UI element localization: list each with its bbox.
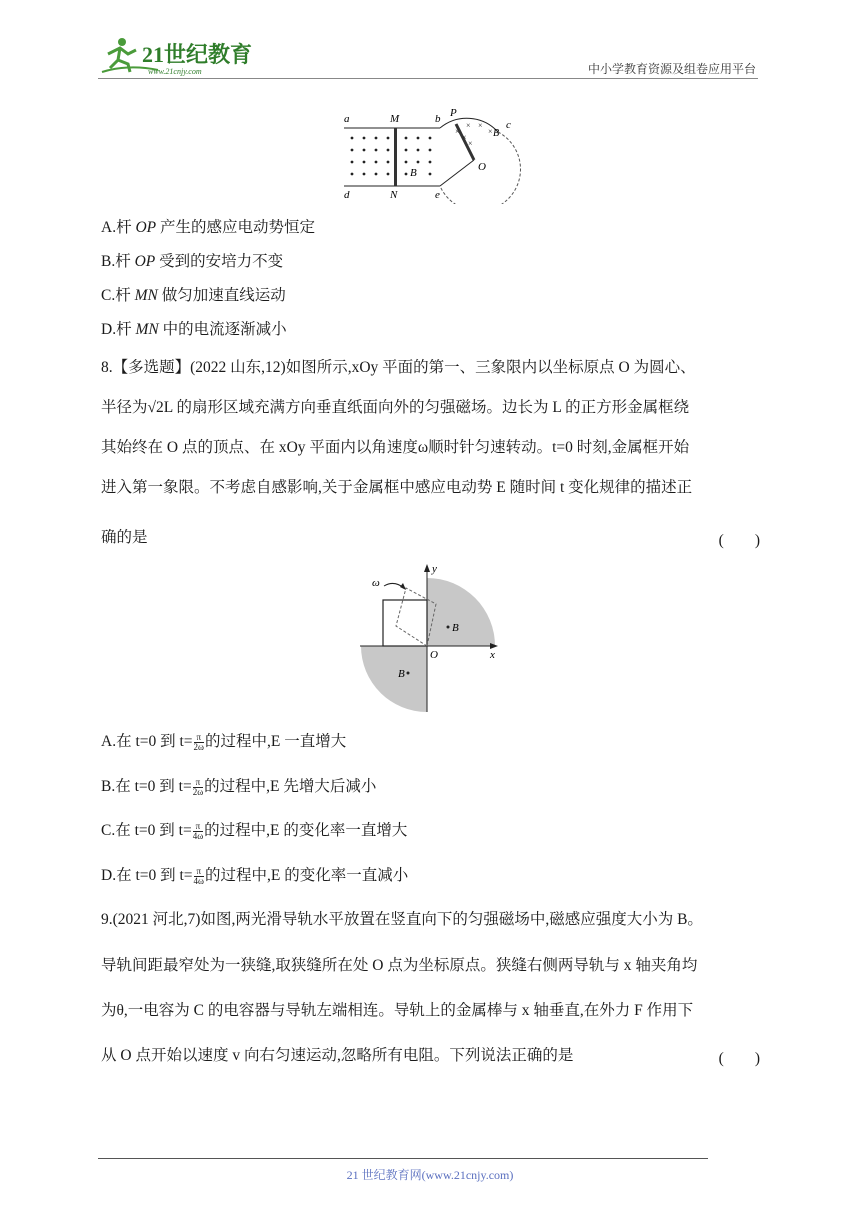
q7-option-a: A.杆 OP 产生的感应电动势恒定 [101,219,316,236]
label-a: a [344,113,350,125]
q8-stem-line-2: 半径为√2L 的扇形区域充满方向垂直纸面向外的匀强磁场。边长为 L 的正方形金属框绕 [101,399,690,416]
q8-option-d: D.在 t=0 到 t= $\frac{\pi}{4\omega}$ 的过程中,E 的变化率一直减小 [101,865,409,886]
q9-stem-line-3: 为θ,一电容为 C 的电容器与导轨左端相连。导轨上的金属棒与 x 轴垂直,在外力 F 作用下 [101,1002,694,1019]
logo-text: 21世纪教育 [142,42,253,67]
label-c: c [506,119,511,131]
svg-text:×: × [455,127,460,136]
label-N: N [390,189,398,201]
figure-rotating-square [356,560,506,719]
q9-stem-line-2: 导轨间距最窄处为一狭缝,取狭缝所在处 O 点为坐标原点。狭缝右侧两导轨与 x 轴夹角均 [101,957,698,974]
q8-option-b: B.在 t=0 到 t= $\frac{\pi}{2\omega}$ 的过程中,E 先增大后减小 [101,776,377,797]
logo-url: www.21cnjy.com [148,67,202,76]
label-x: x [490,649,495,661]
label-b: b [435,113,441,125]
label-omega: ω [372,577,380,589]
label-y: y [432,563,437,575]
label-M: M [390,113,400,125]
footer-text: 21 世纪教育网(www.21cnjy.com) [346,1168,514,1182]
q8-stem-line-3: 其始终在 O 点的顶点、在 xOy 平面内以角速度ω顺时针匀速转动。t=0 时刻,金属框开始 [101,439,690,456]
label-d: d [344,189,350,201]
label-O: O [478,161,486,173]
q7-option-d: D.杆 MN 中的电流逐渐减小 [101,321,287,338]
header-divider [98,78,758,79]
q9-stem-line-4: 从 O 点开始以速度 v 向右匀速运动,忽略所有电阻。下列说法正确的是 [101,1047,574,1064]
label-B-q3: B [398,668,405,680]
q7-option-c: C.杆 MN 做匀加速直线运动 [101,287,286,304]
q9-answer-blank: ( ) [718,1050,760,1067]
svg-text:×: × [462,133,467,142]
header-platform-text: 中小学教育资源及组卷应用平台 [587,62,756,76]
site-logo [98,34,258,78]
label-P: P [450,108,457,119]
q8-stem-line-5: 确的是 [101,529,148,546]
q7-option-b: B.杆 OP 受到的安培力不变 [101,253,284,270]
q8-stem-line-1: 8.【多选题】(2022 山东,12)如图所示,xOy 平面的第一、三象限内以坐标原点 O 为圆心、 [101,359,696,376]
label-B-left: B [410,167,417,179]
figure-rails-rotating-rod [338,108,528,208]
q8-option-c: C.在 t=0 到 t= $\frac{\pi}{4\omega}$ 的过程中,E 的变化率一直增大 [101,820,408,841]
label-B-q1: B [452,622,459,634]
label-e: e [435,189,440,201]
q8-stem-line-4: 进入第一象限。不考虑自感影响,关于金属框中感应电动势 E 随时间 t 变化规律的描述正 [101,479,693,496]
footer-divider [98,1158,708,1159]
svg-text:×: × [478,121,483,130]
svg-text:×: × [466,121,471,130]
label-B-right: B [493,128,500,139]
q8-answer-blank: ( ) [718,532,760,549]
q9-stem-line-1: 9.(2021 河北,7)如图,两光滑导轨水平放置在竖直向下的匀强磁场中,磁感应强度大小为 B。 [101,911,703,928]
q8-option-a: A.在 t=0 到 t= $\frac{\pi}{2\omega}$ 的过程中,E 一直增大 [101,731,347,752]
svg-text:×: × [468,139,473,148]
label-origin: O [430,649,438,661]
svg-text:×: × [488,127,493,136]
